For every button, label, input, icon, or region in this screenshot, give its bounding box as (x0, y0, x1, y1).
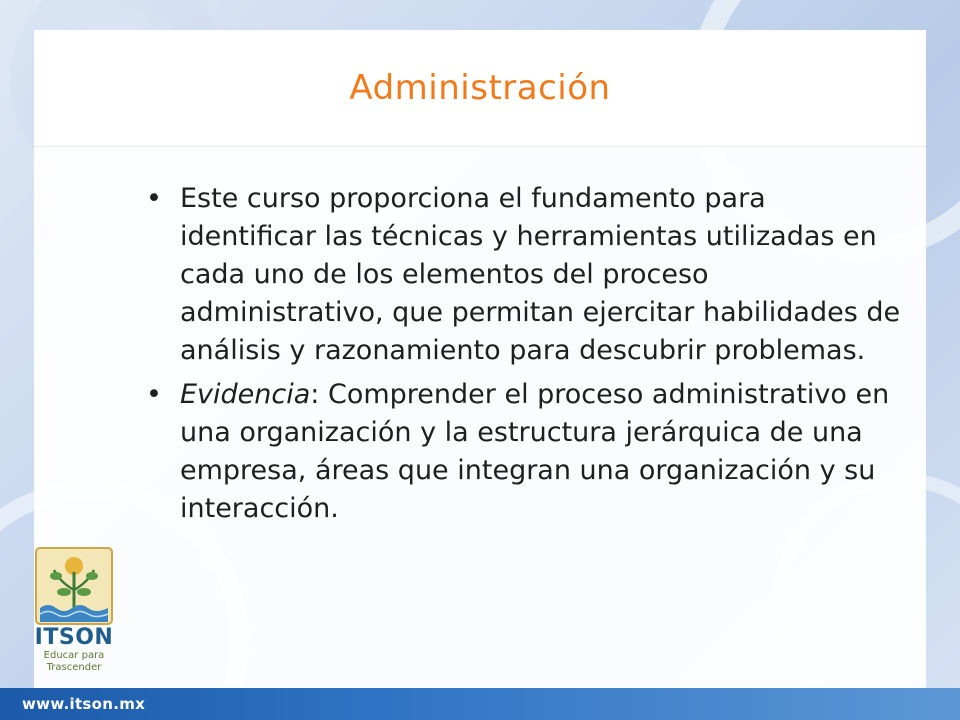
bullet-marker: • (146, 379, 162, 410)
bullet-text: : Comprender el proceso administrativo en una organización y la estructura jerárquica de una empresa, áreas que integran una organización y su interacción. (180, 379, 890, 524)
bullet-item-course-description (144, 180, 904, 370)
logo-tagline-line1: Educar para (43, 650, 105, 661)
bullet-text: Este curso proporciona el fundamento para identificar las técnicas y herramientas utilizadas en cada uno de los elementos del proceso administrativo, que permitan ejercitar habilidades de análisis y razonamiento para descubrir problemas. (180, 183, 901, 366)
logo-name: ITSON (34, 625, 114, 650)
itson-logo (28, 546, 120, 686)
slide-title: Administración (349, 68, 611, 108)
footer-url-link[interactable]: www.itson.mx (22, 695, 146, 713)
bullet-marker: • (146, 183, 162, 214)
footer-bar (0, 688, 960, 720)
evidence-label: Evidencia (180, 379, 311, 410)
slide-content-area (34, 30, 926, 688)
logo-tagline-line2: Trascender (46, 662, 102, 673)
bullet-list (144, 180, 904, 534)
itson-emblem-icon (34, 546, 114, 626)
bullet-item-evidence (144, 376, 904, 528)
title-band (34, 30, 926, 147)
